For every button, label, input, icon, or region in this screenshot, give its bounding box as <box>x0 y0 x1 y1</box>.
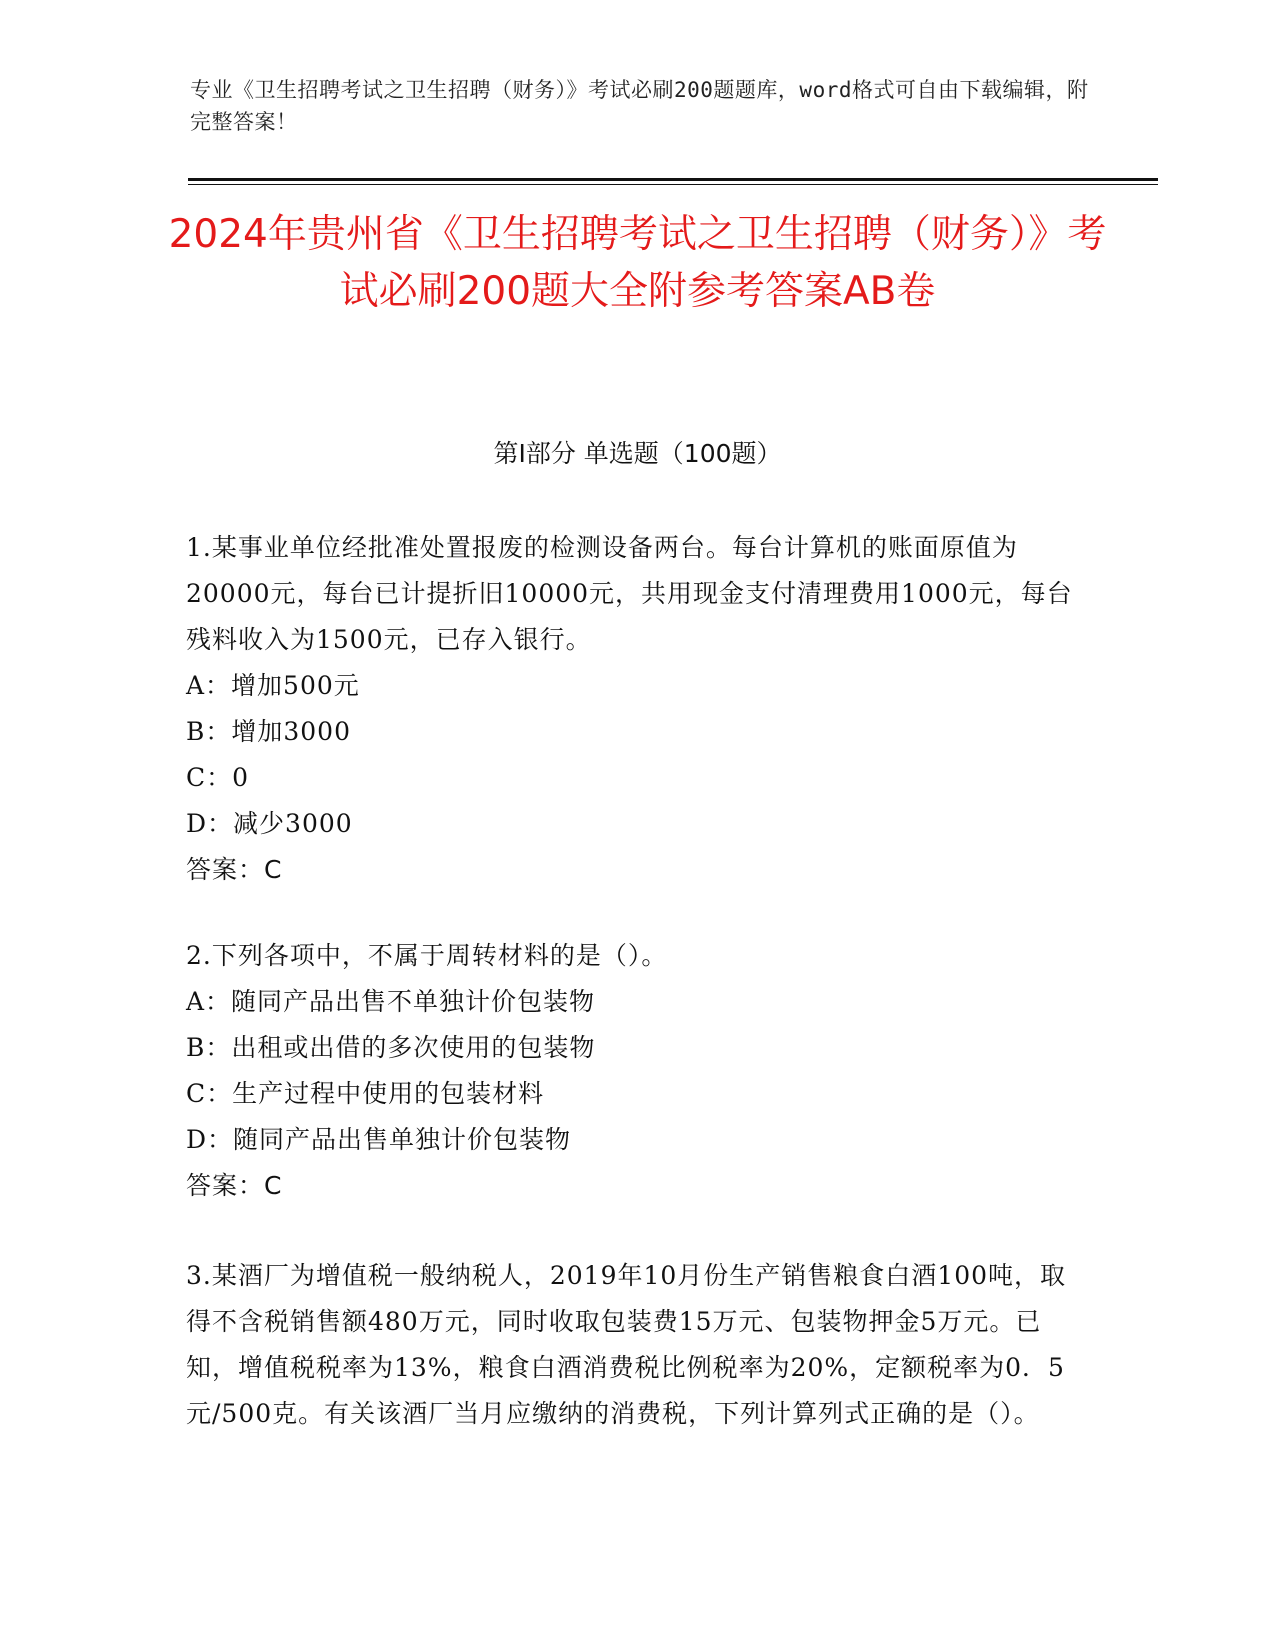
option-b: B：增加3000 <box>186 717 351 746</box>
header-note: 专业《卫生招聘考试之卫生招聘（财务）》考试必刷200题题库，word格式可自由下载编辑，附完整答案！ <box>190 78 1089 134</box>
question-stem: 1.某事业单位经批准处置报废的检测设备两台。每台计算机的账面原值为20000元，每台已计提折旧10000元，共用现金支付清理费用1000元，每台残料收入为1500元，已存入银行。 <box>186 533 1073 654</box>
option-c: C：0 <box>186 763 250 792</box>
answer: 答案：C <box>186 855 283 884</box>
document-title: 2024年贵州省《卫生招聘考试之卫生招聘（财务）》考试必刷200题大全附参考答案AB卷 <box>168 212 1107 314</box>
section-title: 第Ⅰ部分 单选题（100题） <box>493 439 782 468</box>
question-stem: 3.某酒厂为增值税一般纳税人，2019年10月份生产销售粮食白酒100吨，取得不含税销售额480万元，同时收取包装费15万元、包装物押金5万元。已知，增值税税率为13%，粮食白酒消费税比例税率为20%，定额税率为0．5元/500克。有关该酒厂当月应缴纳的消费税，下列计算列式正确的是（）。 <box>186 1261 1067 1428</box>
option-c: C：生产过程中使用的包装材料 <box>186 1079 545 1108</box>
question-2 <box>186 933 1086 1209</box>
option-b: B：出租或出借的多次使用的包装物 <box>186 1033 596 1062</box>
header-divider-thin <box>188 184 1158 185</box>
option-a: A：增加500元 <box>186 671 360 700</box>
question-stem: 2.下列各项中，不属于周转材料的是（）。 <box>186 941 668 970</box>
answer: 答案：C <box>186 1171 283 1200</box>
option-a: A：随同产品出售不单独计价包装物 <box>186 987 596 1016</box>
option-d: D：随同产品出售单独计价包装物 <box>186 1125 572 1154</box>
option-d: D：减少3000 <box>186 809 353 838</box>
question-3 <box>186 1253 1086 1437</box>
header-divider <box>188 178 1158 181</box>
question-1 <box>186 525 1086 893</box>
